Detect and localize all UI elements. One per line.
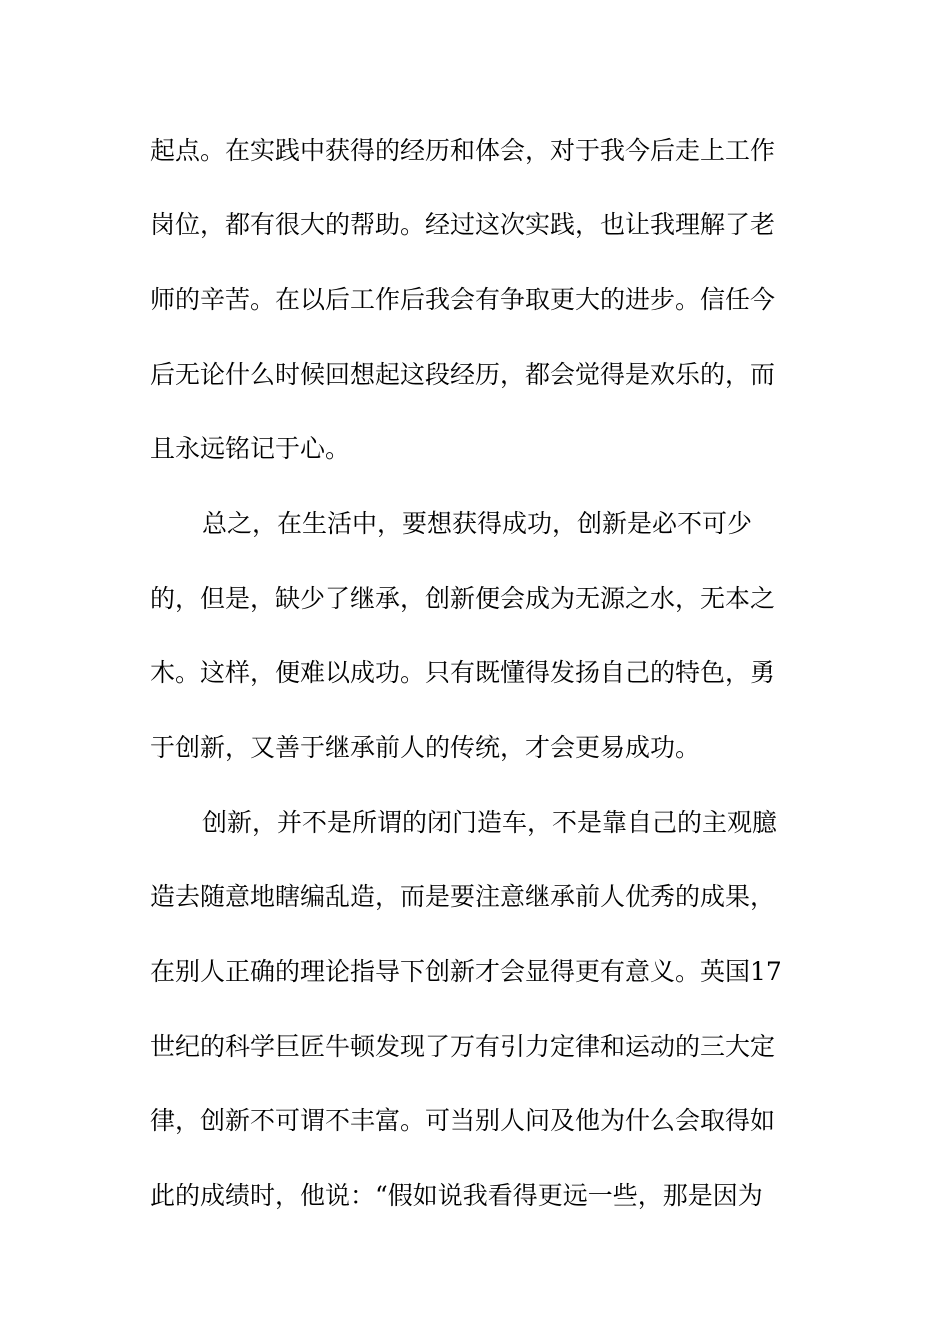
text-line: 岗位，都有很大的帮助。经过这次实践，也让我理解了老 [150, 210, 776, 239]
text-line: 且永远铭记于心。 [150, 434, 351, 463]
text-line: 律，创新不可谓不丰富。可当别人问及他为什么会取得如 [150, 1106, 776, 1135]
text-line: 木。这样，便难以成功。只有既懂得发扬自己的特色，勇 [150, 658, 776, 687]
text-line: 于创新，又善于继承前人的传统，才会更易成功。 [150, 733, 701, 762]
text-line: 的，但是，缺少了继承，创新便会成为无源之水，无本之 [150, 584, 776, 613]
text-line: 起点。在实践中获得的经历和体会，对于我今后走上工作 [150, 136, 776, 165]
text-line: 师的辛苦。在以后工作后我会有争取更大的进步。信任今 [150, 285, 776, 314]
text-line: 在别人正确的理论指导下创新才会显得更有意义。英国17 [150, 957, 782, 986]
paragraph-first-line: 创新，并不是所谓的闭门造车，不是靠自己的主观臆 [202, 808, 778, 837]
paragraph-first-line: 总之，在生活中，要想获得成功，创新是必不可少 [202, 509, 753, 538]
text-line: 世纪的科学巨匠牛顿发现了万有引力定律和运动的三大定 [150, 1032, 776, 1061]
text-line: 造去随意地瞎编乱造，而是要注意继承前人优秀的成果， [150, 882, 776, 911]
text-line: 此的成绩时，他说：“假如说我看得更远一些，那是因为 [150, 1181, 763, 1210]
text-line: 后无论什么时候回想起这段经历，都会觉得是欢乐的，而 [150, 360, 776, 389]
